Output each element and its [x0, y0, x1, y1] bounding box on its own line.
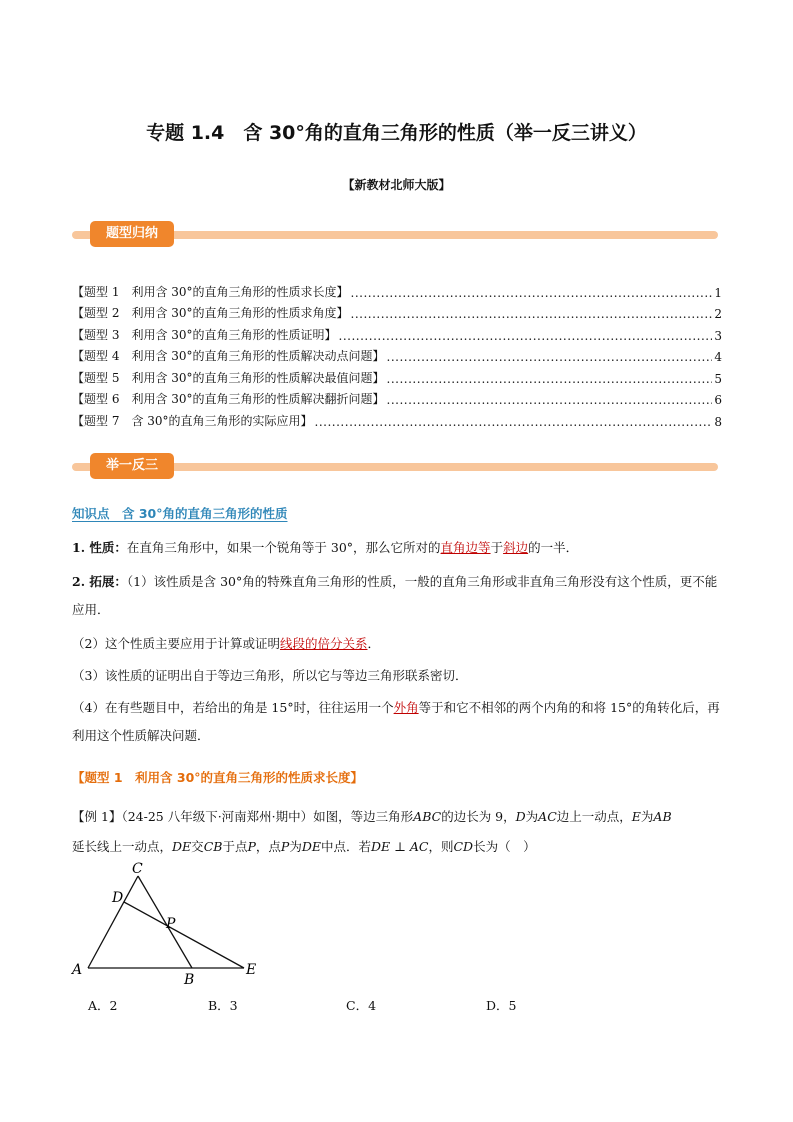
section-banner-question-types: [72, 221, 718, 247]
banner-label: 题型归纳: [90, 221, 174, 247]
toc-item[interactable]: 【题型 7 含 30°的直角三角形的实际应用】 ..... 8: [72, 407, 722, 429]
toc-item[interactable]: 【题型 1 利用含 30°的直角三角形的性质求长度】 ..... 1: [72, 278, 722, 300]
label-p: P: [166, 916, 176, 932]
highlight-exterior-angle: 外角: [393, 700, 419, 715]
toc-item[interactable]: 【题型 5 利用含 30°的直角三角形的性质解决最值问题】 ..... 5: [72, 364, 722, 386]
extension-paragraph: 2. 拓展：（1）该性质是含 30°角的特殊直角三角形的性质，一般的直角三角形或非直角三角形没有这个性质，更不能应用．: [72, 574, 718, 617]
highlight-leg: 直角边等: [440, 540, 491, 555]
property-paragraph: 1. 性质：在直角三角形中，如果一个锐角等于 30°，那么它所对的直角边等于斜边的一半．: [72, 540, 579, 555]
side-cb: [138, 876, 192, 968]
page-title: 专题 1.4 含 30°角的直角三角形的性质（举一反三讲义）: [146, 122, 647, 144]
highlight-ratio: 线段的倍分关系: [279, 636, 368, 651]
label-a: A: [72, 962, 83, 978]
label-d: D: [112, 890, 124, 906]
highlight-hypotenuse: 斜边: [503, 540, 529, 555]
toc-item[interactable]: 【题型 4 利用含 30°的直角三角形的性质解决动点问题】 ..... 4: [72, 343, 722, 365]
edition-subtitle: 【新教材北师大版】: [342, 178, 451, 192]
label-c: C: [132, 861, 143, 877]
knowledge-point-title: 知识点 含 30°角的直角三角形的性质: [72, 506, 288, 521]
banner-label: 举一反三: [90, 453, 174, 479]
choice-b[interactable]: B．3: [208, 998, 238, 1013]
extension-point-2: （2）这个性质主要应用于计算或证明线段的倍分关系．: [72, 636, 380, 651]
table-of-contents: [72, 278, 722, 429]
segment-de: [124, 902, 244, 968]
choice-c[interactable]: C．4: [346, 998, 377, 1013]
extension-point-3: （3）该性质的证明出自于等边三角形，所以它与等边三角形联系密切．: [72, 668, 468, 683]
label-e: E: [246, 962, 257, 978]
section-banner-examples: [72, 453, 718, 479]
question-type-heading: 【题型 1 利用含 30°的直角三角形的性质求长度】: [72, 770, 364, 785]
choice-d[interactable]: D．5: [486, 998, 517, 1013]
example-1-text: 【例 1】（24-25 八年级下·河南郑州·期中）如图，等边三角形ABC的边长为 9，D为AC边上一动点，E为AB 延长线上一动点，DE交CB于点P，点P为DE中点．若DE ⊥ AC，则CD长为（ ）: [72, 809, 672, 854]
extension-point-4: （4）在有些题目中，若给出的角是 15°时，往往运用一个外角等于和它不相邻的两个内角的和将 15°的角转化后，再利用这个性质解决问题．: [72, 700, 720, 743]
toc-item[interactable]: 【题型 2 利用含 30°的直角三角形的性质求角度】 ..... 2: [72, 300, 722, 322]
label-b: B: [184, 972, 195, 988]
choice-a[interactable]: A．2: [88, 998, 118, 1013]
toc-item[interactable]: 【题型 6 利用含 30°的直角三角形的性质解决翻折问题】 ..... 6: [72, 386, 722, 408]
toc-item[interactable]: 【题型 3 利用含 30°的直角三角形的性质证明】 ..... 3: [72, 321, 722, 343]
triangle-figure: [68, 860, 268, 990]
